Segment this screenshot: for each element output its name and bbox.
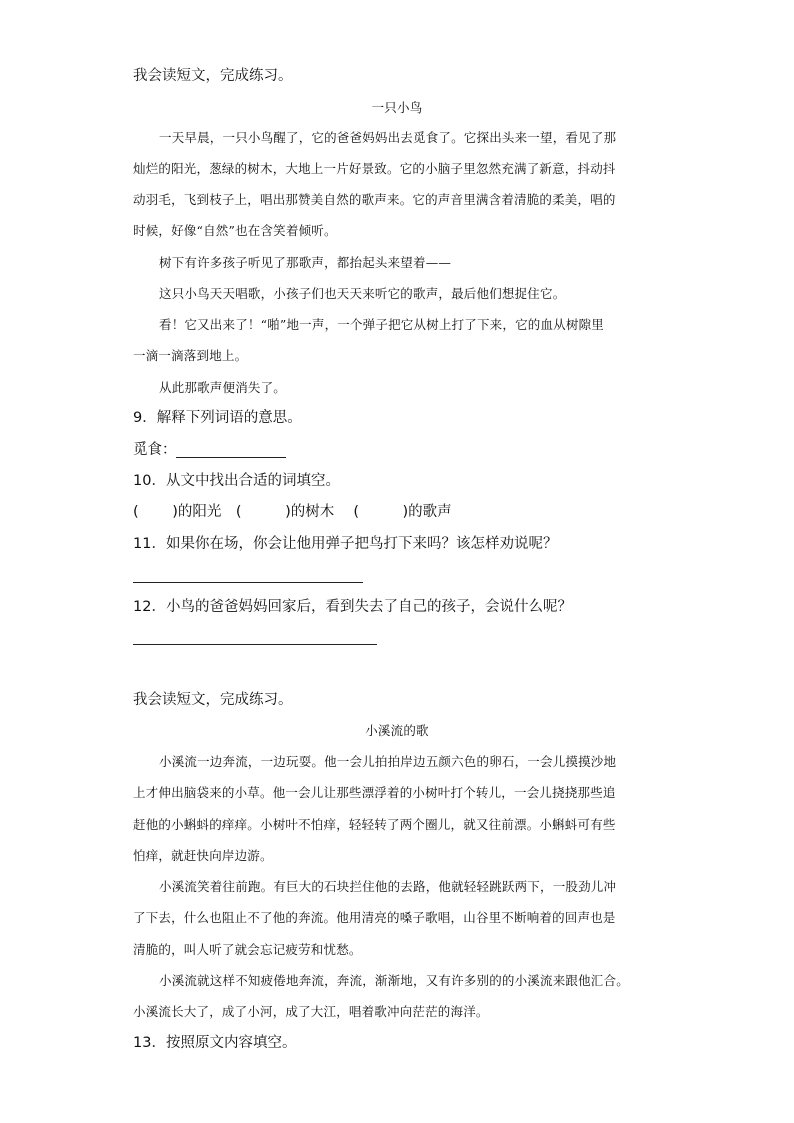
section2-instruction: 我会读短文，完成练习。	[133, 692, 293, 708]
story1-line: 看！它又出来了！“啪”地一声，一个弹子把它从树上打了下来，它的血从树隙里	[159, 317, 604, 332]
story2-line: 赶他的小蝌蚪的痒痒。小树叶不怕痒，轻轻转了两个圈儿，就又往前漂。小蝌蚪可有些	[133, 817, 616, 832]
question-10: 10．从文中找出合适的词填空。	[133, 473, 340, 489]
answer-blank-11[interactable]	[133, 582, 363, 583]
answer-blank-9[interactable]	[176, 457, 286, 458]
story1-line: 一滴一滴落到地上。	[133, 348, 248, 363]
story2-line: 上才伸出脑袋来的小草。他一会儿让那些漂浮着的小树叶打个转儿，一会儿挠挠那些追	[133, 785, 616, 800]
question-12: 12．小鸟的爸爸妈妈回家后，看到失去了自己的孩子，会说什么呢？	[133, 599, 572, 615]
story1-line: 动羽毛，飞到枝子上，唱出那赞美自然的歌声来。它的声音里满含着清脆的柔美，唱的	[133, 192, 616, 207]
story2-line: 怕痒，就赶快向岸边游。	[133, 848, 273, 863]
story1-line: 从此那歌声便消失了。	[159, 380, 287, 395]
story2-line: 小溪流就这样不知疲倦地奔流，奔流，渐渐地，又有许多别的的小溪流来跟他汇合。	[159, 973, 629, 988]
story1-line: 灿烂的阳光，葱绿的树木，大地上一片好景致。它的小脑子里忽然充满了新意，抖动抖	[133, 161, 616, 176]
question-9: 9．解释下列词语的意思。	[133, 410, 302, 426]
story2-line: 清脆的，叫人听了就会忘记疲劳和忧愁。	[133, 942, 362, 957]
story2-line: 小溪流一边奔流，一边玩耍。他一会儿拍拍岸边五颜六色的卵石，一会儿摸摸沙地	[159, 754, 617, 769]
question-13: 13．按照原文内容填空。	[133, 1035, 297, 1051]
story1-line: 树下有许多孩子听见了那歌声，都抬起头来望着——	[159, 255, 452, 270]
story1-line: 一天早晨，一只小鸟醒了，它的爸爸妈妈出去觅食了。它探出头来一望，看见了那	[159, 130, 617, 145]
question-10-fill: ( )的阳光 ( )的树木 ( )的歌声	[133, 504, 452, 520]
story2-line: 了下去，什么也阻止不了他的奔流。他用清亮的嗓子歌唱，山谷里不断响着的回声也是	[133, 910, 616, 925]
story2-line: 小溪流笑着往前跑。有巨大的石块拦住他的去路，他就轻轻跳跃两下，一股劲儿冲	[159, 879, 617, 894]
story1-line: 时候，好像“自然”也在含笑着倾听。	[133, 223, 337, 238]
section2-story-title: 小溪流的歌	[365, 723, 429, 738]
answer-blank-12[interactable]	[133, 644, 377, 645]
story2-line: 小溪流长大了，成了小河，成了大江，唱着歌冲向茫茫的海洋。	[133, 1004, 489, 1019]
section1-instruction: 我会读短文，完成练习。	[133, 68, 293, 84]
question-11: 11．如果你在场，你会让他用弹子把鸟打下来吗？该怎样劝说呢？	[133, 536, 558, 552]
question-9-word: 觅食：	[133, 442, 177, 458]
section1-story-title: 一只小鸟	[371, 100, 423, 115]
story1-line: 这只小鸟天天唱歌，小孩子们也天天来听它的歌声，最后他们想捉住它。	[159, 286, 566, 301]
